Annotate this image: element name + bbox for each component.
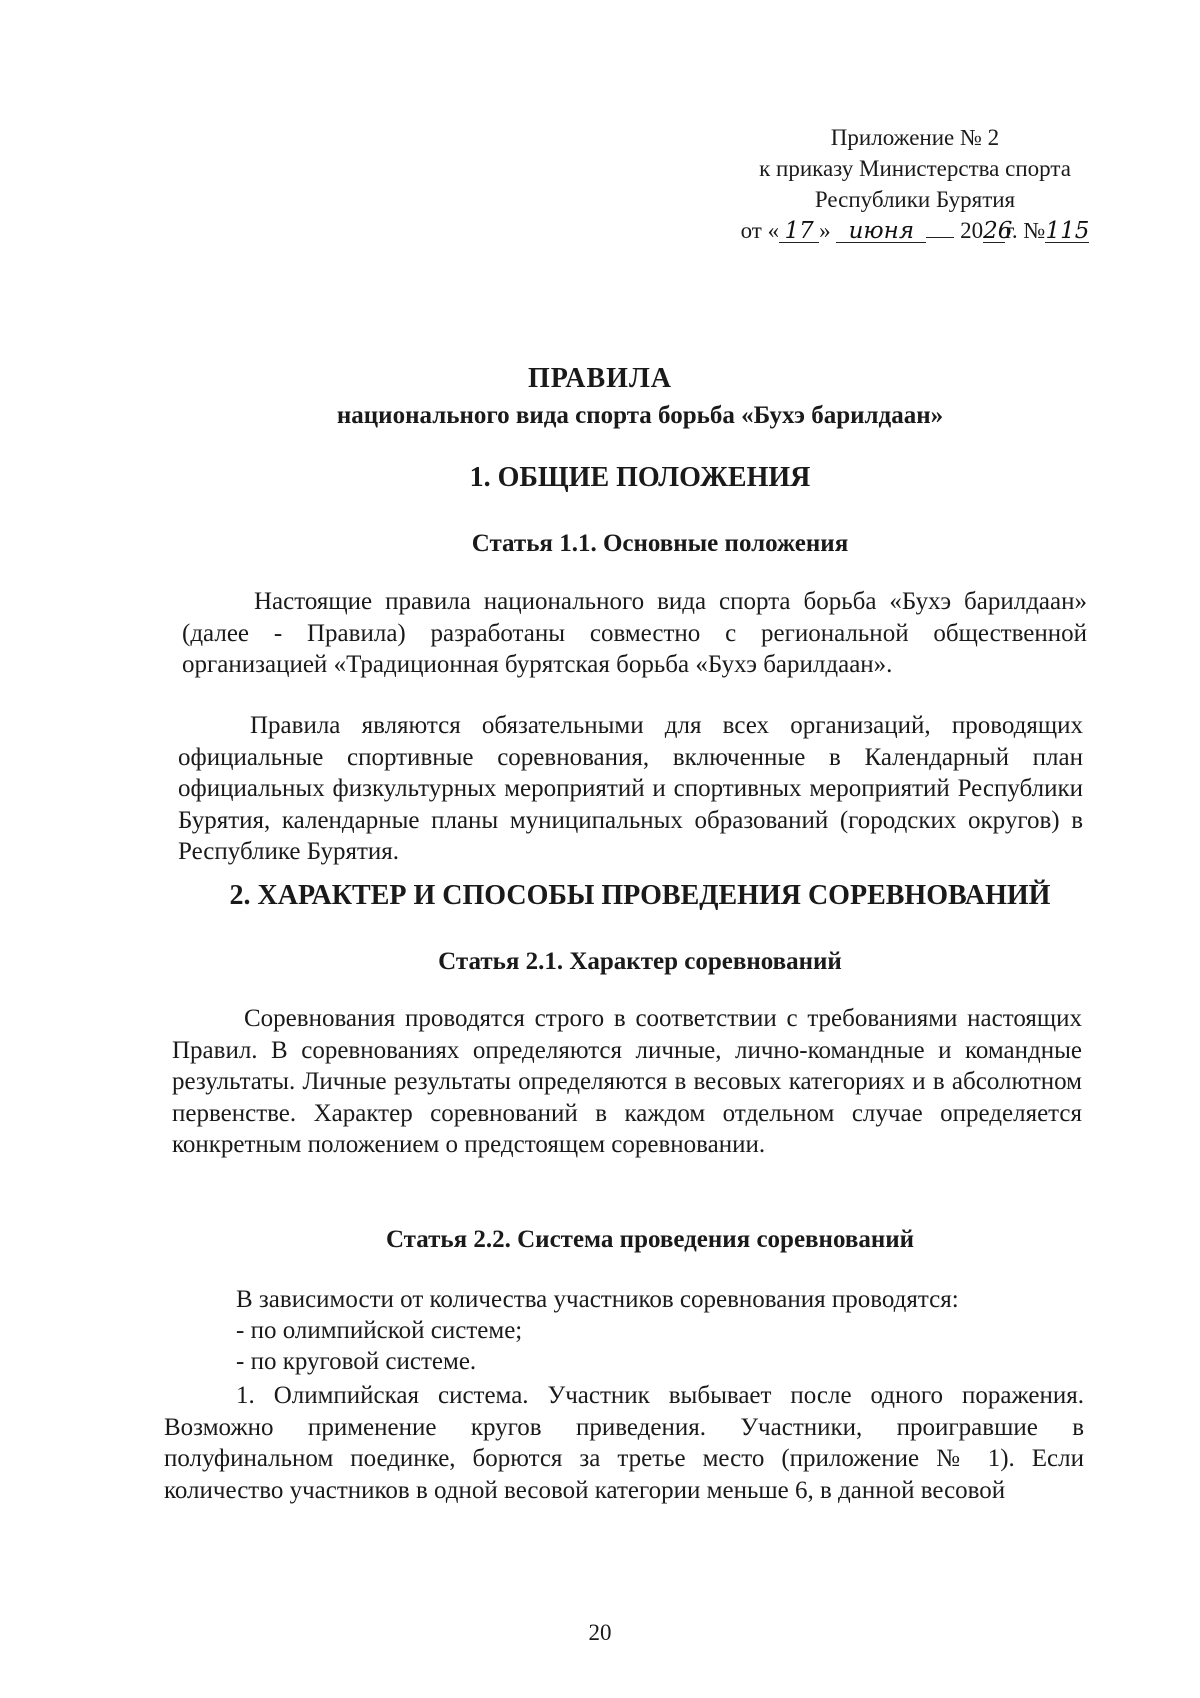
appendix-ministry: Республики Бурятия (814, 187, 1016, 212)
section-1-heading: 1. ОБЩИЕ ПОЛОЖЕНИЯ (469, 462, 811, 493)
article-2-2-heading: Статья 2.2. Система проведения соревнований (385, 1226, 915, 1253)
appendix-number: Приложение № 2 (830, 125, 1000, 150)
page-number: 20 (588, 1620, 612, 1645)
handwritten-month: июня (836, 220, 926, 243)
handwritten-year: 26 (983, 218, 1013, 244)
list-item-olympic: - по олимпийской системе; (236, 1317, 523, 1344)
paragraph-1-1-a: Настоящие правила национального вида спорта борьба «Бухэ барилдаан» (далее - Правила) разработаны совместно с региональной общественной организацией «Традиционная бурятская борьба «Бухэ барилдаан». (182, 588, 1087, 678)
article-2-1-heading: Статья 2.1. Характер соревнований (438, 948, 842, 975)
paragraph-1-1-b: Правила являются обязательными для всех организаций, проводящих официальные спортивные соревнования, включенные в Календарный план официальных физкультурных мероприятий и спортивных мероприятий Республики Бурятия, календарные планы муниципальных образований (городских округов) в Республике Бурятия. (178, 712, 1083, 865)
document-title: ПРАВИЛА (527, 363, 673, 394)
list-item-round-robin: - по круговой системе. (236, 1348, 477, 1375)
paragraph-2-1: Соревнования проводятся строго в соответствии с требованиями настоящих Правил. В соревнованиях определяются личные, лично-командные и командные результаты. Личные результаты определяются в весовых категориях и в абсолютном первенстве. Характер соревнований в каждом отдельном случае определяется конкретным положением о предстоящем соревновании. (172, 1005, 1082, 1158)
paragraph-2-2-intro: В зависимости от количества участников соревнования проводятся: (236, 1286, 959, 1313)
date-quote-close: » (819, 218, 831, 243)
appendix-date-line (720, 215, 1110, 246)
blank-underline (926, 217, 954, 238)
appendix-order-ref: к приказу Министерства спорта (759, 156, 1071, 181)
document-subtitle: национального вида спорта борьба «Бухэ барилдаан» (336, 402, 944, 429)
date-from-label: от « (740, 218, 780, 243)
handwritten-day: 17 (779, 220, 819, 243)
order-number-label: г. № (1005, 218, 1046, 243)
handwritten-order-number: 115 (1045, 218, 1090, 244)
paragraph-2-2-olympic: 1. Олимпийская система. Участник выбывает после одного поражения. Возможно применение кругов приведения. Участники, проигравшие в полуфинальном поединке, борются за третье место (приложение № 1). Если количество участников в одной весовой категории меньше 6, в данной весовой (164, 1382, 1084, 1504)
article-1-1-heading: Статья 1.1. Основные положения (471, 530, 849, 557)
section-2-heading: 2. ХАРАКТЕР И СПОСОБЫ ПРОВЕДЕНИЯ СОРЕВНОВАНИЙ (229, 880, 1051, 911)
appendix-header (720, 122, 1110, 246)
year-prefix: 20 (960, 218, 984, 243)
